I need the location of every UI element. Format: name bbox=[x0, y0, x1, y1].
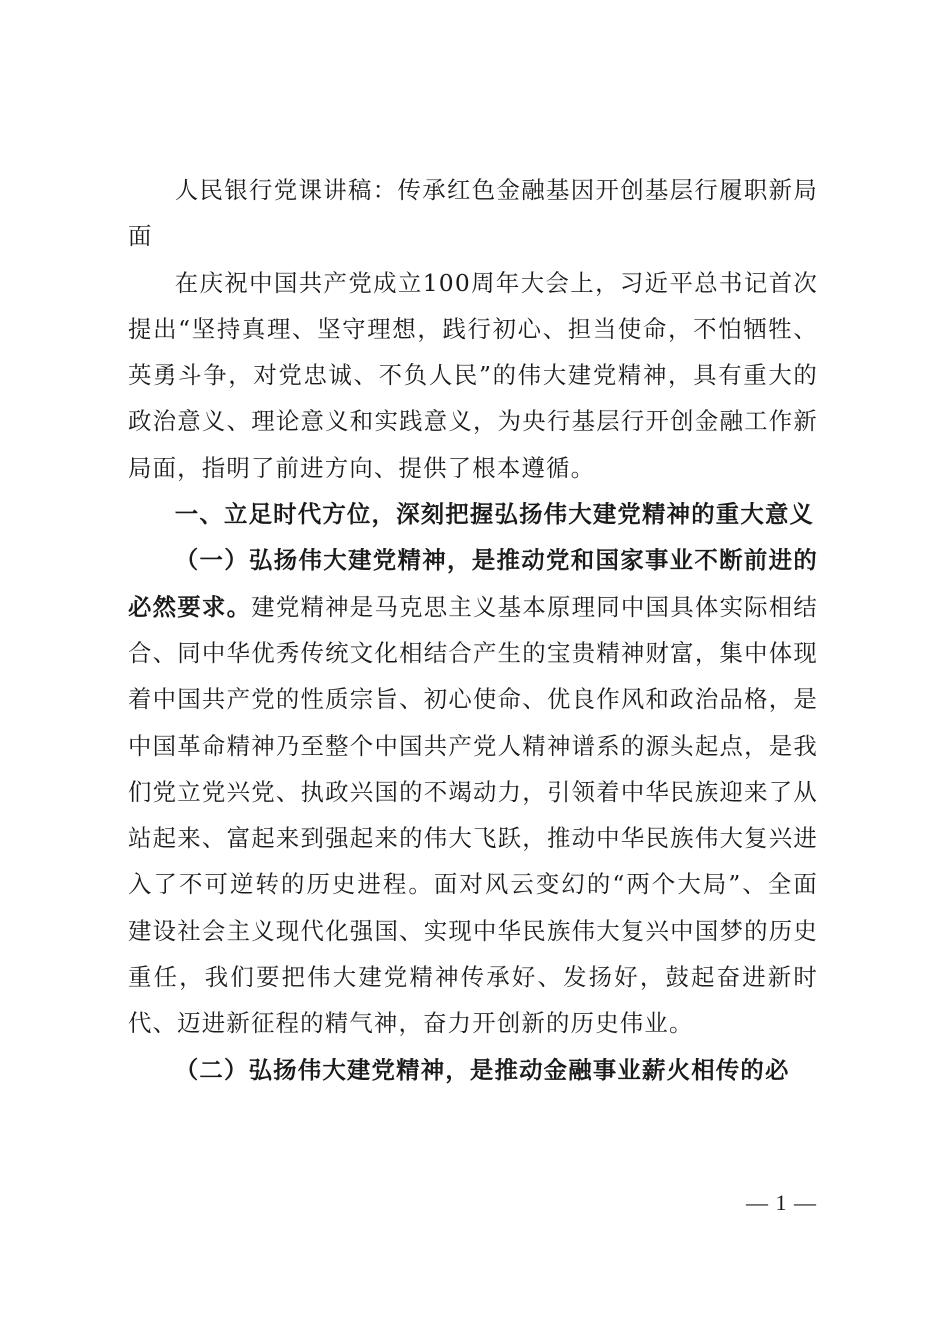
subsection-2-paragraph bbox=[128, 1047, 818, 1093]
page-number: — 1 — bbox=[746, 1190, 817, 1215]
subsection-1-paragraph bbox=[128, 537, 818, 1046]
section-heading-1: 一、立足时代方位，深刻把握弘扬伟大建党精神的重大意义 bbox=[174, 500, 815, 529]
document-body bbox=[128, 167, 818, 1093]
intro-paragraph: 在庆祝中国共产党成立100周年大会上，习近平总书记首次提出“坚持真理、坚守理想，践行初心、担当使命，不怕牺牲、英勇斗争，对党忠诚、不负人民”的伟大建党精神，具有重大的政治意义、理论意义和实践意义，为央行基层行开创金融工作新局面，指明了前进方向、提供了根本遵循。 bbox=[128, 268, 818, 482]
subsection-2-lead: （二）弘扬伟大建党精神，是推动金融事业薪火相传的必 bbox=[174, 1055, 790, 1084]
subsection-1-lead: （一）弘扬伟大建党精神，是推动党和国家事业不断前进的必然要求。 bbox=[128, 546, 818, 621]
subsection-1-body: 建党精神是马克思主义基本原理同中国具体实际相结合、同中华优秀传统文化相结合产生的宝贵精神财富，集中体现着中国共产党的性质宗旨、初心使命、优良作风和政治品格，是中国革命精神乃至整个中国共产党人精神谱系的源头起点，是我们党立党兴党、执政兴国的不竭动力，引领着中华民族迎来了从站起来、富起来到强起来的伟大飞跃，推动中华民族伟大复兴进入了不可逆转的历史进程。面对风云变幻的“两个大局”、全面建设社会主义现代化强国、实现中华民族伟大复兴中国梦的历史重任，我们要把伟大建党精神传承好、发扬好，鼓起奋进新时代、迈进新征程的精气神，奋力开创新的历史伟业。 bbox=[128, 592, 819, 1038]
document-title: 人民银行党课讲稿：传承红色金融基因开创基层行履职新局面 bbox=[128, 176, 818, 251]
